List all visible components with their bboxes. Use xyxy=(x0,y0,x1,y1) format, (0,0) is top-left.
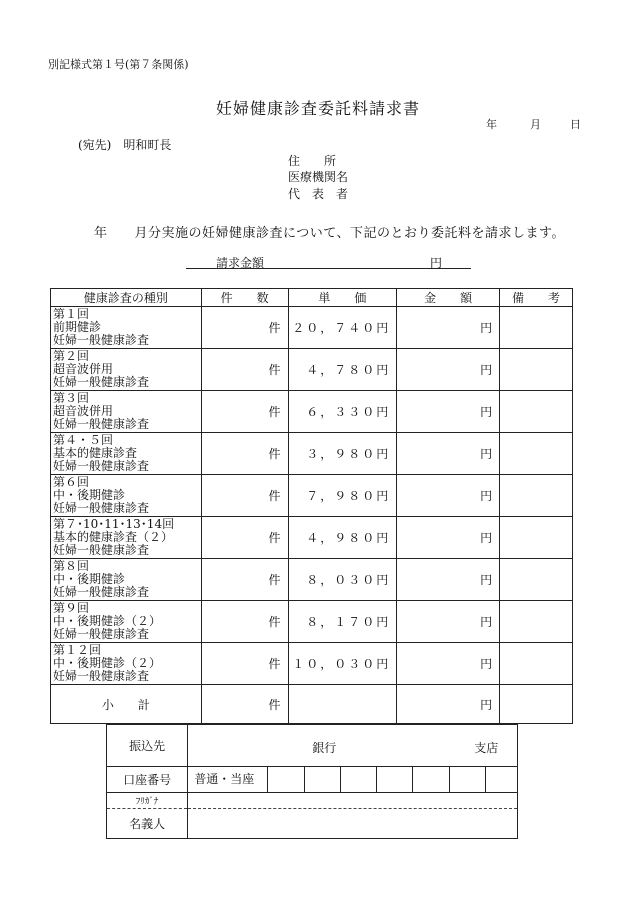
table-row xyxy=(51,475,573,517)
addressee: (宛先) 明和町長 xyxy=(78,138,172,152)
unit-price-cell: ４，７８０円 xyxy=(288,349,397,391)
account-digit-box[interactable] xyxy=(377,767,413,792)
unit-price-cell: ４，９８０円 xyxy=(288,517,397,559)
subtotal-price xyxy=(288,685,397,724)
holder-field[interactable] xyxy=(188,809,518,839)
unit-price-cell: １０，０３０円 xyxy=(288,643,397,685)
exam-type-line: 第２回 xyxy=(53,349,90,363)
unit-price-cell: ８，１７０円 xyxy=(288,601,397,643)
table-header-row xyxy=(51,289,573,307)
exam-type-line: 妊婦一般健康診査 xyxy=(53,333,150,347)
exam-type-line: 第９回 xyxy=(53,601,90,615)
exam-type-line: 第８回 xyxy=(53,559,90,573)
count-cell[interactable]: 件 xyxy=(201,559,288,601)
account-digit-box[interactable] xyxy=(341,767,377,792)
exam-type-line: 第７･10･11･13･14回 xyxy=(53,517,175,531)
furigana-field[interactable] xyxy=(188,793,518,809)
count-cell[interactable]: 件 xyxy=(201,307,288,349)
sender-institution-label: 医療機関名 xyxy=(288,170,349,184)
form-reference: 別記様式第１号(第７条関係) xyxy=(48,58,189,71)
sender-address-label: 住 所 xyxy=(288,154,337,168)
bank-label: 銀行 xyxy=(312,741,337,755)
exam-type-line: 中・後期健診（２） xyxy=(53,656,162,670)
bank-cell xyxy=(188,725,518,767)
header-type: 健康診査の種別 xyxy=(51,289,202,307)
amount-cell[interactable]: 円 xyxy=(397,433,500,475)
amount-cell[interactable]: 円 xyxy=(397,391,500,433)
header-remarks: 備 考 xyxy=(500,289,573,307)
exam-type-cell xyxy=(51,643,202,685)
exam-type-line: 中・後期健診 xyxy=(53,488,126,502)
exam-type-line: 妊婦一般健康診査 xyxy=(53,501,150,515)
subtotal-count: 件 xyxy=(201,685,288,724)
fee-table xyxy=(50,288,573,724)
claim-unit: 円 xyxy=(430,256,443,270)
exam-type-line: 超音波併用 xyxy=(53,404,114,418)
unit-price-cell: ２０，７４０円 xyxy=(288,307,397,349)
header-count: 件 数 xyxy=(201,289,288,307)
remarks-cell[interactable] xyxy=(500,601,573,643)
table-row xyxy=(51,391,573,433)
exam-type-line: 第１回 xyxy=(53,307,90,321)
exam-type-cell xyxy=(51,307,202,349)
unit-price-cell: ６，３３０円 xyxy=(288,391,397,433)
exam-type-line: 妊婦一般健康診査 xyxy=(53,585,150,599)
exam-type-line: 中・後期健診 xyxy=(53,572,126,586)
subtotal-row xyxy=(51,685,573,724)
count-cell[interactable]: 件 xyxy=(201,349,288,391)
count-cell[interactable]: 件 xyxy=(201,475,288,517)
sender-representative-label: 代 表 者 xyxy=(288,187,349,201)
table-row xyxy=(51,643,573,685)
amount-cell[interactable]: 円 xyxy=(397,517,500,559)
exam-type-line: 妊婦一般健康診査 xyxy=(53,669,150,683)
exam-type-line: 前期健診 xyxy=(53,320,102,334)
count-cell[interactable]: 件 xyxy=(201,643,288,685)
bank-row xyxy=(107,725,518,767)
exam-type-line: 基本的健康診査 xyxy=(53,446,138,460)
remarks-cell[interactable] xyxy=(500,307,573,349)
exam-type-cell xyxy=(51,433,202,475)
amount-cell[interactable]: 円 xyxy=(397,601,500,643)
exam-type-line: 中・後期健診（２） xyxy=(53,614,162,628)
remarks-cell[interactable] xyxy=(500,643,573,685)
transfer-label: 振込先 xyxy=(107,725,188,767)
subtotal-label: 小 計 xyxy=(51,685,202,724)
statement-text: 年 月分実施の妊婦健康診査について、下記のとおり委託料を請求します。 xyxy=(94,226,565,241)
table-row xyxy=(51,433,573,475)
subtotal-amount: 円 xyxy=(397,685,500,724)
remarks-cell[interactable] xyxy=(500,349,573,391)
exam-type-line: 第３回 xyxy=(53,391,90,405)
date-year: 年 xyxy=(486,118,497,131)
exam-type-line: 妊婦一般健康診査 xyxy=(53,417,150,431)
furigana-label: ﾌﾘｶﾞﾅ xyxy=(107,793,188,809)
remarks-cell[interactable] xyxy=(500,475,573,517)
document-title: 妊婦健康診査委託料請求書 xyxy=(216,99,421,118)
count-cell[interactable]: 件 xyxy=(201,601,288,643)
exam-type-line: 超音波併用 xyxy=(53,362,114,376)
branch-label: 支店 xyxy=(474,741,499,755)
count-cell[interactable]: 件 xyxy=(201,517,288,559)
table-row xyxy=(51,517,573,559)
unit-price-cell: ３，９８０円 xyxy=(288,433,397,475)
table-row xyxy=(51,601,573,643)
exam-type-line: 妊婦一般健康診査 xyxy=(53,459,150,473)
unit-price-cell: ７，９８０円 xyxy=(288,475,397,517)
exam-type-cell xyxy=(51,517,202,559)
exam-type-cell xyxy=(51,601,202,643)
account-digit-box[interactable] xyxy=(486,767,517,792)
exam-type-line: 第４・５回 xyxy=(53,433,114,447)
holder-row xyxy=(107,809,518,839)
unit-price-cell: ８，０３０円 xyxy=(288,559,397,601)
remarks-cell[interactable] xyxy=(500,391,573,433)
holder-label: 名義人 xyxy=(107,809,188,839)
count-cell[interactable]: 件 xyxy=(201,391,288,433)
account-label: 口座番号 xyxy=(107,767,188,793)
table-row xyxy=(51,307,573,349)
account-digit-box[interactable] xyxy=(413,767,450,792)
account-cell xyxy=(188,767,518,793)
date-day: 日 xyxy=(570,118,581,131)
remarks-cell[interactable] xyxy=(500,517,573,559)
remarks-cell[interactable] xyxy=(500,559,573,601)
exam-type-cell xyxy=(51,349,202,391)
table-row xyxy=(51,349,573,391)
exam-type-line: 第６回 xyxy=(53,475,90,489)
account-digit-box[interactable] xyxy=(268,767,305,792)
count-cell[interactable]: 件 xyxy=(201,433,288,475)
amount-cell[interactable]: 円 xyxy=(397,475,500,517)
account-type: 普通・当座 xyxy=(188,767,268,792)
date-month: 月 xyxy=(530,118,541,131)
claim-label: 請求金額 xyxy=(216,256,265,270)
table-row xyxy=(51,559,573,601)
amount-cell[interactable]: 円 xyxy=(397,307,500,349)
exam-type-cell xyxy=(51,391,202,433)
amount-cell[interactable]: 円 xyxy=(397,559,500,601)
account-digit-box[interactable] xyxy=(305,767,341,792)
account-digit-box[interactable] xyxy=(450,767,486,792)
exam-type-cell xyxy=(51,559,202,601)
exam-type-line: 妊婦一般健康診査 xyxy=(53,375,150,389)
remarks-cell[interactable] xyxy=(500,433,573,475)
subtotal-remarks xyxy=(500,685,573,724)
exam-type-line: 妊婦一般健康診査 xyxy=(53,627,150,641)
amount-cell[interactable]: 円 xyxy=(397,349,500,391)
amount-cell[interactable]: 円 xyxy=(397,643,500,685)
header-unit-price: 単 価 xyxy=(288,289,397,307)
exam-type-line: 基本的健康診査（２） xyxy=(53,530,174,544)
exam-type-cell xyxy=(51,475,202,517)
exam-type-line: 第１２回 xyxy=(53,643,102,657)
header-amount: 金 額 xyxy=(397,289,500,307)
bank-table xyxy=(106,724,518,839)
furigana-row xyxy=(107,793,518,809)
exam-type-line: 妊婦一般健康診査 xyxy=(53,543,150,557)
account-row xyxy=(107,767,518,793)
